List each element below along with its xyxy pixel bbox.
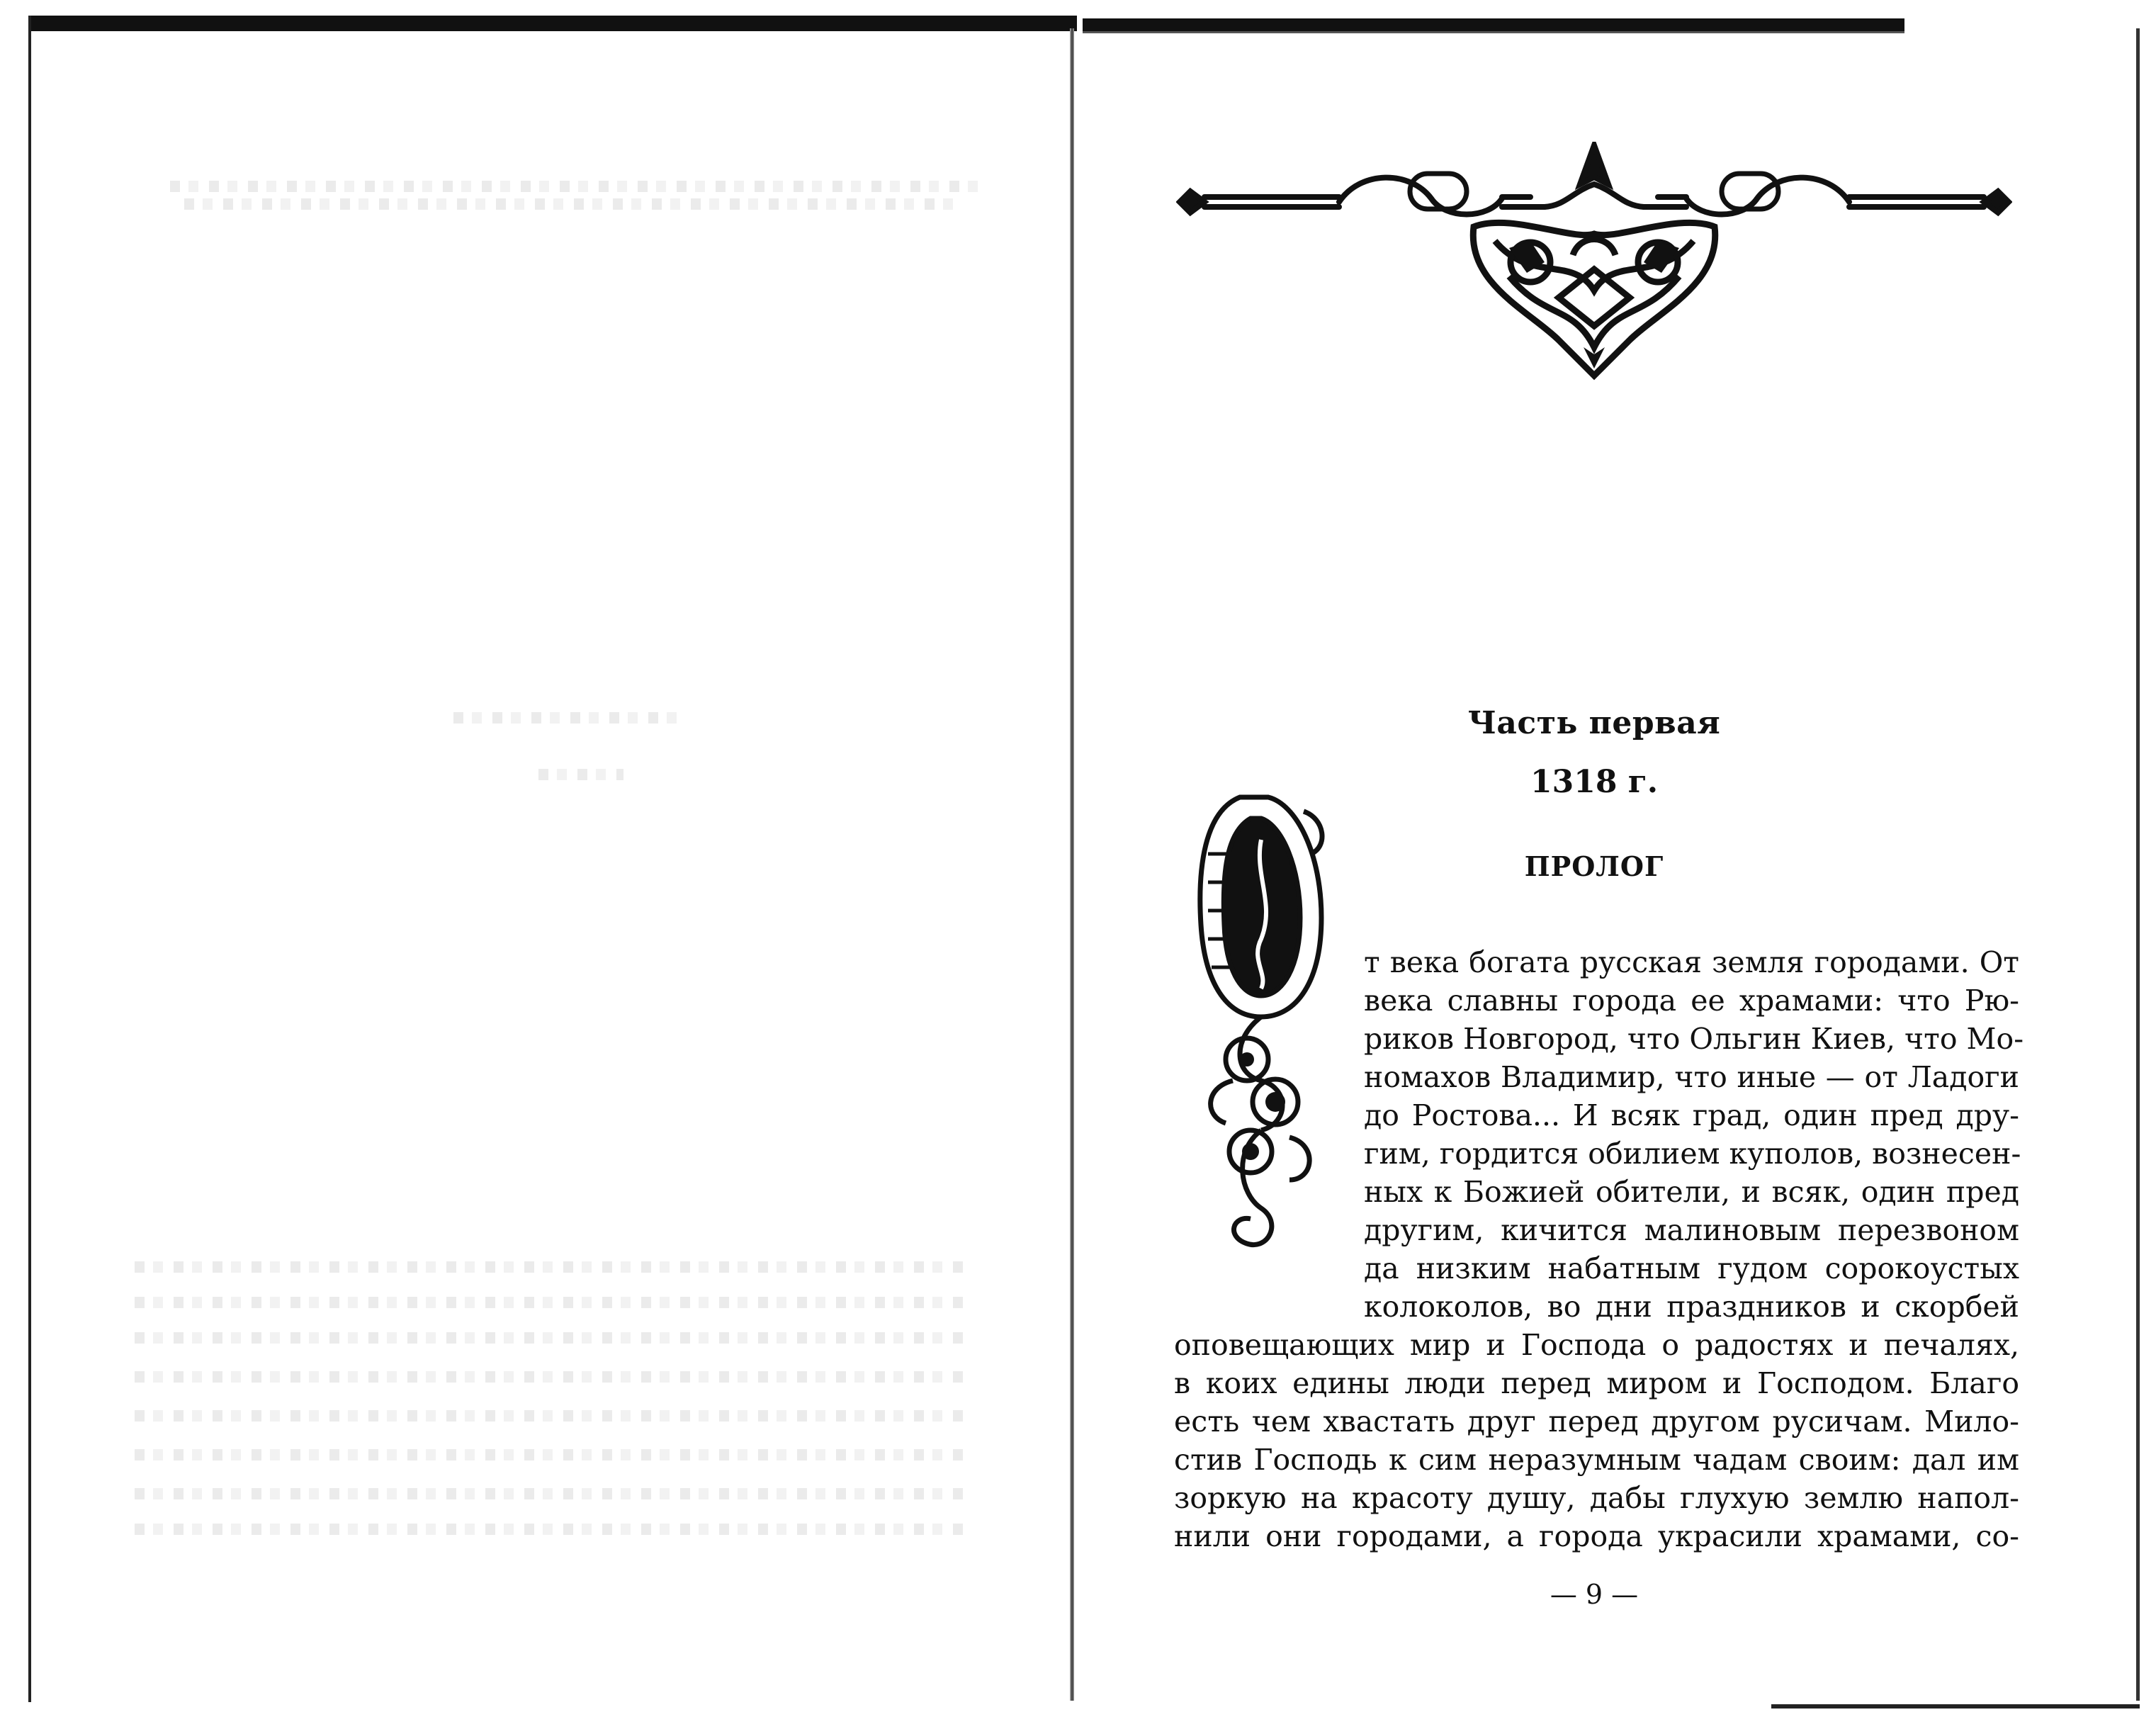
text-line: зоркую на красоту душу, дабы глухую землю напол- [1174, 1481, 2019, 1515]
right-page-bottom-edge [1771, 1704, 2140, 1708]
text-line: века славны города ее храмами: что Рю- [1364, 984, 2019, 1018]
left-page-top-edge [28, 16, 1077, 31]
text-line: нили они городами, а города украсили храмами, со- [1174, 1519, 2019, 1553]
right-page-edge [2136, 28, 2140, 1701]
text-line: ных к Божией обители, и всяк, один пред [1364, 1175, 2019, 1209]
text-line: гим, гордится обилием куполов, вознесен- [1364, 1137, 2021, 1171]
text-line: до Ростова... И всяк град, один пред дру- [1364, 1098, 2019, 1132]
book-gutter [1070, 28, 1074, 1701]
text-line: да низким набатным гудом сорокоустых [1364, 1251, 2019, 1285]
right-page-top-edge [1083, 18, 1904, 31]
text-line: оповещающих мир и Господа о радостях и печалях, [1174, 1328, 2019, 1362]
text-line: в коих едины люди перед миром и Господом. Благо [1174, 1366, 2019, 1400]
drop-cap-letter-o [1190, 783, 1332, 1265]
text-line: риков Новгород, что Ольгин Киев, что Мо- [1364, 1022, 2024, 1056]
part-title: Часть первая [1467, 705, 1721, 741]
text-line: колоколов, во дни праздников и скорбей [1364, 1290, 2019, 1324]
text-line: т века богата русская земля городами. От [1364, 945, 2019, 979]
part-year: 1318 г. [1530, 764, 1659, 800]
section-heading: ПРОЛОГ [1524, 850, 1664, 882]
headpiece-ornament [1176, 142, 2012, 383]
text-line: есть чем хвастать друг перед другом русичам. Мило- [1174, 1404, 2019, 1439]
right-page-top-rule [1083, 31, 1904, 33]
text-line: номахов Владимир, что иные — от Ладоги [1364, 1060, 2019, 1094]
left-page-edge [28, 16, 31, 1702]
page-number: — 9 — [1550, 1579, 1639, 1610]
text-line: стив Господь к сим неразумным чадам своим: дал им [1174, 1443, 2019, 1477]
text-line: другим, кичится малиновым перезвоном [1364, 1213, 2019, 1247]
